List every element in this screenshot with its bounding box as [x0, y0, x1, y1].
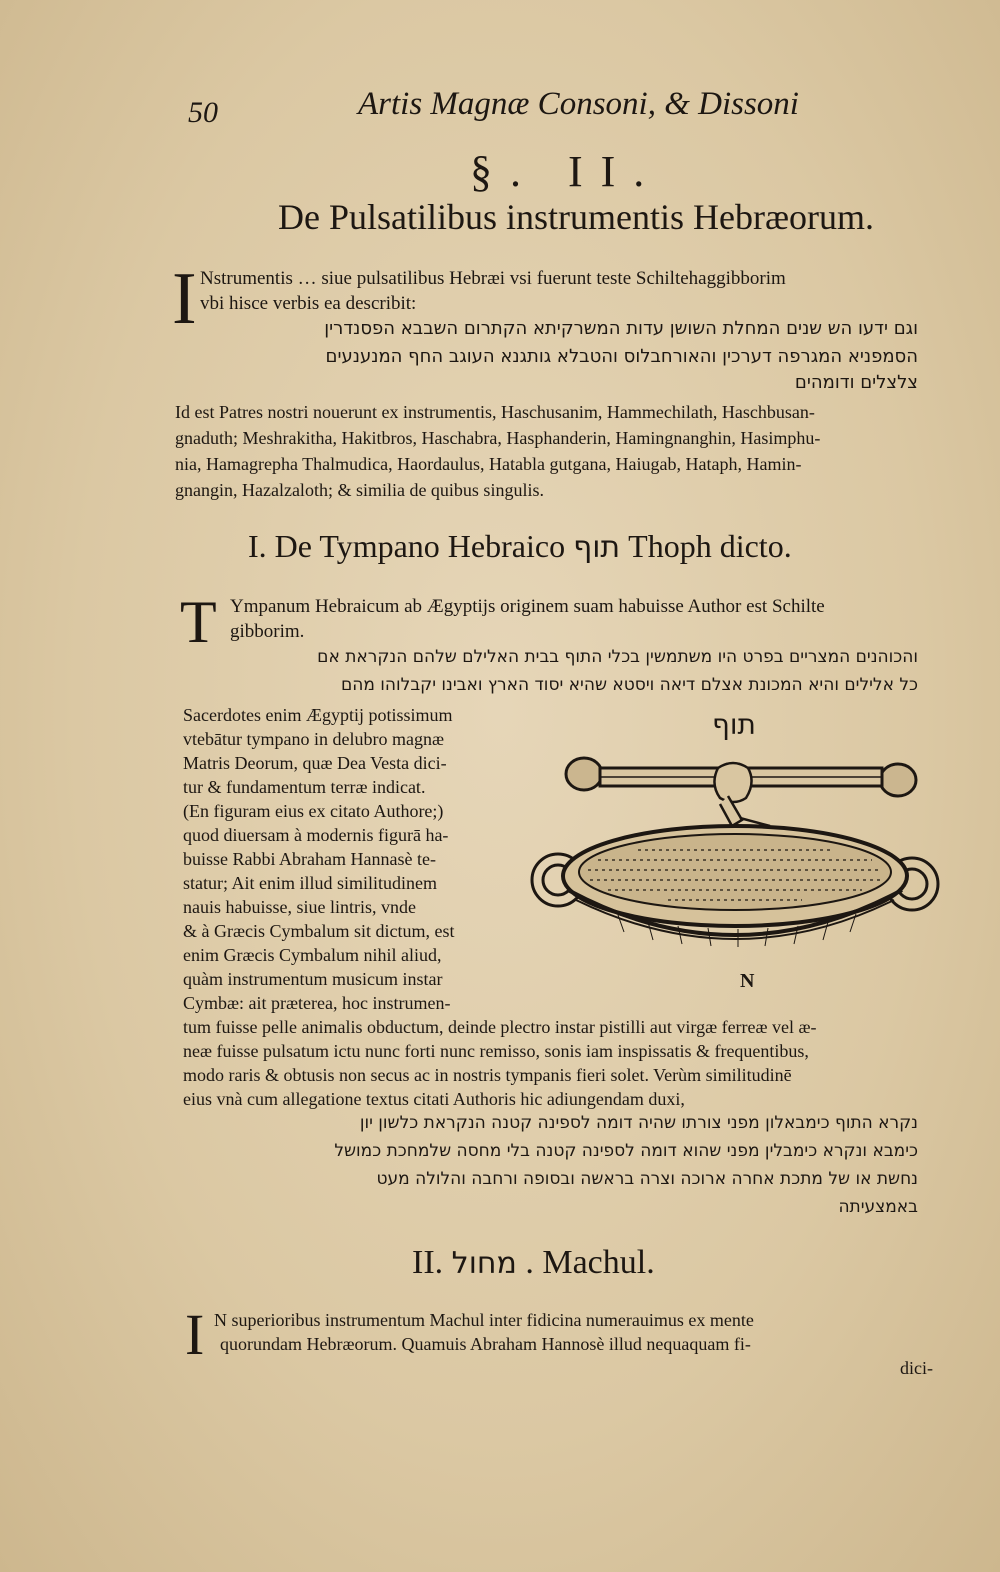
latin-list-line: gnaduth; Meshrakitha, Hakitbros, Haschabra, Hasphanderin, Hamingnanghin, Hasimphu- — [175, 428, 821, 448]
final-line: quorundam Hebræorum. Quamuis Abraham Hannosè illud nequaquam fi- — [220, 1334, 751, 1354]
body-line: tum fuisse pelle animalis obductum, deinde plectro instar pistilli aut virgæ ferreæ vel æ- — [183, 1017, 817, 1037]
subheading-suffix: . Machul. — [525, 1244, 655, 1281]
subheading-prefix: I. De Tympano Hebraico — [248, 528, 566, 564]
latin-list-line: gnangin, Hazalzaloth; & similia de quibus singulis. — [175, 480, 544, 500]
body-line: neæ fuisse pulsatum ictu nunc forti nunc remisso, sonis iam inspissatis & frequentibus, — [183, 1041, 809, 1061]
figure-hebrew-label: תוף — [712, 708, 756, 741]
dropcap-i: I — [172, 258, 197, 340]
hebrew-line: כימבא ונקרא כימבלין מפני שהוא דומה לספינה קטנה בלי מחסה שלמחכת כמושל — [334, 1141, 918, 1161]
hebrew-line: וגם ידעו הש שנים המחלת השושן עדות המשרקיתא הקתרום השבבא הפסנדרין — [324, 318, 918, 339]
tympanum-illustration — [528, 700, 942, 1000]
column-line: vtebātur tympano in delubro magnæ — [183, 729, 444, 749]
hebrew-line: והכוהנים המצריים בפרט היו משתמשין בכלי התוף בבית האלילם שלהם הנקראת אם — [317, 647, 918, 667]
intro-line: vbi hisce verbis ea describit: — [200, 293, 417, 314]
running-title: Artis Magnæ Consoni, & Dissoni — [358, 86, 799, 122]
column-line: Sacerdotes enim Ægyptij potissimum — [183, 705, 453, 725]
column-line: quod diuersam à modernis figurā ha- — [183, 825, 449, 845]
latin-list-line: Id est Patres nostri nouerunt ex instrumentis, Haschusanim, Hammechilath, Haschbusan- — [175, 402, 815, 422]
subheading-prefix: II. — [412, 1244, 444, 1281]
column-line: enim Græcis Cymbalum nihil aliud, — [183, 945, 442, 965]
subheading-machul — [412, 1244, 655, 1282]
column-line: Matris Deorum, quæ Dea Vesta dici- — [183, 753, 447, 773]
subheading-suffix: Thoph dicto. — [628, 528, 792, 564]
plectrum-stick — [566, 758, 916, 826]
body-line: modo raris & obtusis non secus ac in nostris tympanis fieri solet. Verùm similitudinē — [183, 1065, 792, 1085]
intro-line: Nstrumentis … siue pulsatilibus Hebræi vsi fuerunt teste Schiltehaggibborim — [200, 268, 786, 289]
column-line: & à Græcis Cymbalum sit dictum, est — [183, 921, 455, 941]
hebrew-line: הסמפניא המגרפה דערכין והאורחבלוס והטבלא גותגנא העוגב החף המנענעים — [325, 346, 918, 367]
column-line: (En figuram eius ex citato Authore;) — [183, 801, 444, 821]
subheading-hebrew: תוף — [573, 530, 621, 565]
column-line: quàm instrumentum musicum instar — [183, 969, 443, 989]
column-line: buisse Rabbi Abraham Hannasè te- — [183, 849, 436, 869]
column-line: nauis habuisse, siue lintris, vnde — [183, 897, 416, 917]
subheading-tympano — [248, 528, 792, 565]
dropcap-final: I — [185, 1302, 205, 1367]
hebrew-line: כל אלילים והיא המכונת אצלם דיאה ויסטא שהיא יסוד הארץ ואבינו יקבלוהו מהם — [340, 675, 918, 695]
hebrew-line: באמצעיתה — [838, 1197, 918, 1217]
column-line: tur & fundamentum terræ indicat. — [183, 777, 426, 797]
catchword: dici- — [900, 1358, 933, 1378]
latin-list-line: nia, Hamagrepha Thalmudica, Haordaulus, Hatabla gutgana, Haiugab, Hataph, Hamin- — [175, 454, 802, 474]
hebrew-line: נקרא התוף כימבאלון מפני צורתו שהיה דומה לספינה קטנה הנקראת כלשון יון — [359, 1113, 918, 1133]
hebrew-line: נחשת או של מתכת אחרה ארוכה וצרה בראשה ובסופה ורחבה והלולה מעט — [376, 1169, 918, 1189]
tympanum-line: Ympanum Hebraicum ab Ægyptijs originem suam habuisse Author est Schilte — [230, 596, 825, 617]
final-line: N superioribus instrumentum Machul inter fidicina numerauimus ex mente — [214, 1310, 754, 1330]
section-heading: De Pulsatilibus instrumentis Hebræorum. — [278, 197, 874, 237]
column-line: Cymbæ: ait præterea, hoc instrumen- — [183, 993, 451, 1013]
dropcap-t: T — [180, 589, 217, 655]
column-line: statur; Ait enim illud similitudinem — [183, 873, 437, 893]
drum-body — [532, 826, 938, 947]
body-line: eius vnà cum allegatione textus citati Authoris hic adiungendam duxi, — [183, 1089, 685, 1109]
figure-letter: N — [740, 970, 755, 992]
page-number: 50 — [188, 96, 218, 129]
subheading-hebrew: מחול — [451, 1246, 517, 1281]
hebrew-line: צלצלים ודומהים — [794, 372, 918, 393]
section-mark: §. II. — [470, 147, 663, 196]
tympanum-line: gibborim. — [230, 621, 305, 642]
